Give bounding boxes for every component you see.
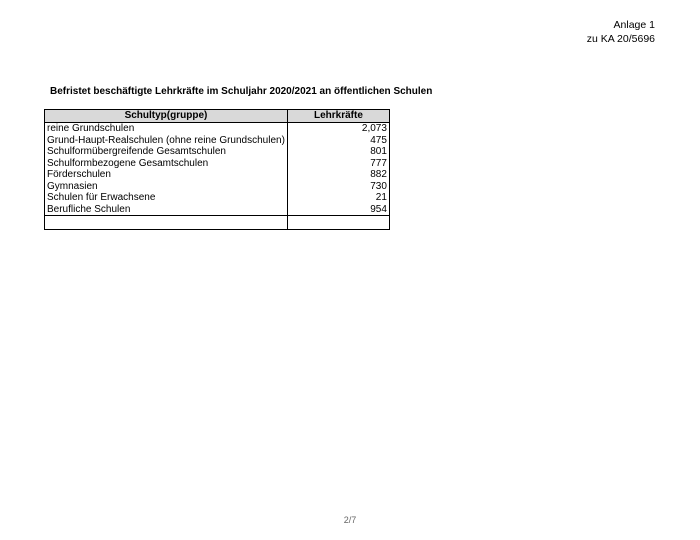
teacher-count-cell: 730: [287, 181, 389, 193]
table-row: [45, 192, 390, 204]
table-row: [45, 146, 390, 158]
school-type-cell: Grund-Haupt-Realschulen (ohne reine Grundschulen): [45, 135, 288, 147]
table-row: [45, 123, 390, 135]
column-header-teachers: Lehrkräfte: [287, 110, 389, 123]
empty-cell: [287, 216, 389, 230]
teachers-table: [44, 109, 390, 230]
table-row: [45, 158, 390, 170]
document-reference: [587, 18, 655, 46]
teacher-count-cell: 21: [287, 192, 389, 204]
teacher-count-cell: 475: [287, 135, 389, 147]
annex-label: Anlage 1: [613, 19, 655, 31]
school-type-cell: Schulformbezogene Gesamtschulen: [45, 158, 288, 170]
school-type-cell: reine Grundschulen: [45, 123, 288, 135]
table-row: [45, 169, 390, 181]
teacher-count-cell: 801: [287, 146, 389, 158]
table-row: [45, 204, 390, 216]
school-type-cell: Berufliche Schulen: [45, 204, 288, 216]
reference-number: zu KA 20/5696: [586, 33, 655, 45]
table-row: [45, 181, 390, 193]
empty-row: [45, 216, 390, 230]
school-type-cell: Gymnasien: [45, 181, 288, 193]
table-header-row: [45, 110, 390, 123]
teacher-count-cell: 777: [287, 158, 389, 170]
school-type-cell: Schulformübergreifende Gesamtschulen: [45, 146, 288, 158]
school-type-cell: Schulen für Erwachsene: [45, 192, 288, 204]
school-type-cell: Förderschulen: [45, 169, 288, 181]
teacher-count-cell: 882: [287, 169, 389, 181]
table-row: [45, 135, 390, 147]
page-number: 2/7: [343, 515, 357, 525]
teacher-count-cell: 954: [287, 204, 389, 216]
document-title: Befristet beschäftigte Lehrkräfte im Schuljahr 2020/2021 an öffentlichen Schulen: [50, 86, 433, 97]
empty-cell: [45, 216, 288, 230]
teacher-count-cell: 2,073: [287, 123, 389, 135]
column-header-school-type: Schultyp(gruppe): [45, 110, 288, 123]
